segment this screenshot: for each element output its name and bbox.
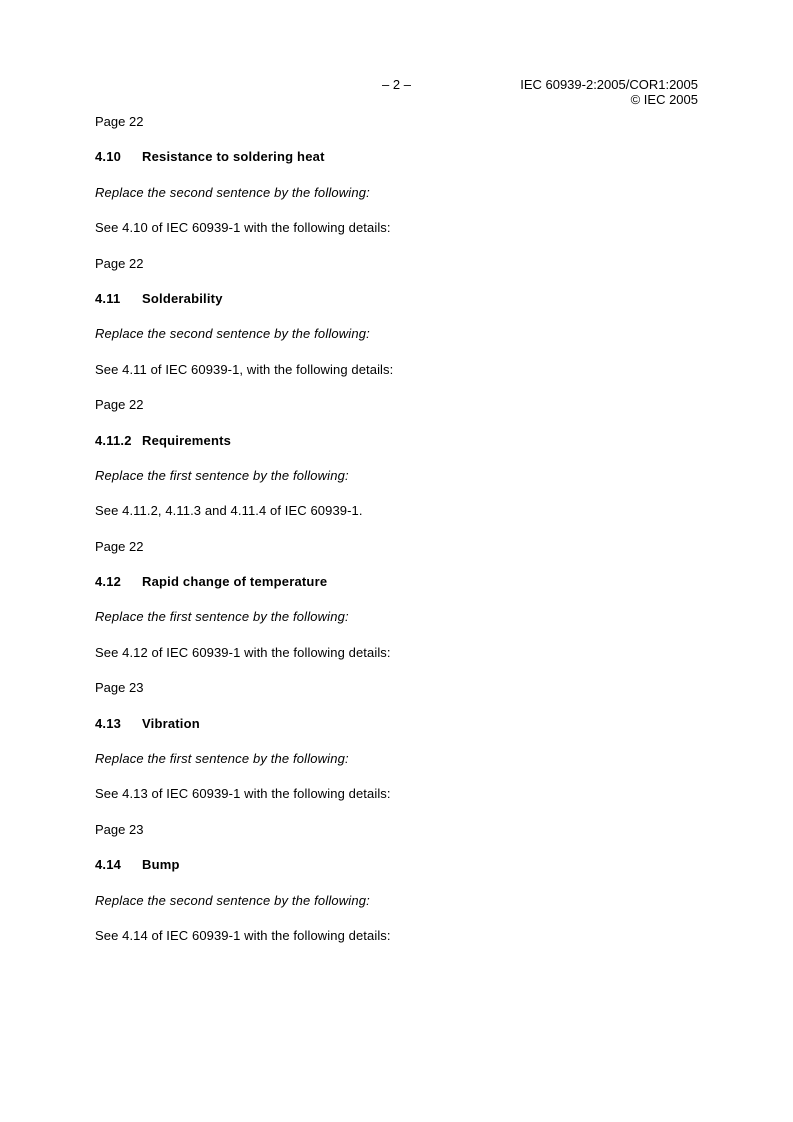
- clause-number: 4.12: [95, 574, 122, 590]
- corrigendum-section: [95, 539, 700, 660]
- page-reference: Page 22: [95, 255, 144, 271]
- replacement-text: See 4.11.2, 4.11.3 and 4.11.4 of IEC 60939-1.: [95, 503, 363, 519]
- clause-heading: [95, 291, 700, 306]
- clause-title: Solderability: [142, 290, 223, 306]
- replacement-text: See 4.11 of IEC 60939-1, with the following details:: [95, 361, 394, 377]
- replacement-text: See 4.12 of IEC 60939-1 with the following details:: [95, 644, 391, 660]
- replacement-text: See 4.13 of IEC 60939-1 with the following details:: [95, 786, 391, 802]
- page-reference: Page 22: [95, 538, 144, 554]
- clause-title: Bump: [142, 857, 180, 873]
- clause-title: Requirements: [142, 432, 232, 448]
- corrigendum-section: [95, 822, 700, 943]
- clause-heading: [95, 857, 700, 872]
- clause-number: 4.14: [95, 857, 122, 873]
- corrigendum-section: [95, 680, 700, 801]
- page-reference: Page 23: [95, 680, 144, 696]
- corrigendum-section: [95, 397, 700, 518]
- replacement-text: See 4.14 of IEC 60939-1 with the following details:: [95, 927, 391, 943]
- clause-number: 4.13: [95, 715, 122, 731]
- document-header: [520, 77, 698, 107]
- clause-number: 4.11.2: [95, 432, 132, 448]
- amendment-instruction: Replace the first sentence by the following:: [95, 467, 349, 483]
- clause-title: Resistance to soldering heat: [142, 149, 325, 165]
- clause-title: Vibration: [142, 715, 200, 731]
- copyright-notice: © IEC 2005: [630, 92, 698, 107]
- document-id: IEC 60939-2:2005/COR1:2005: [520, 77, 698, 92]
- amendment-instruction: Replace the second sentence by the following:: [95, 892, 370, 908]
- page-reference: Page 23: [95, 821, 144, 837]
- amendment-instruction: Replace the second sentence by the following:: [95, 326, 370, 342]
- document-body: [95, 114, 700, 963]
- clause-heading: [95, 433, 700, 448]
- amendment-instruction: Replace the second sentence by the following:: [95, 184, 370, 200]
- page-number: – 2 –: [382, 77, 411, 92]
- replacement-text: See 4.10 of IEC 60939-1 with the following details:: [95, 220, 391, 236]
- clause-number: 4.10: [95, 149, 122, 165]
- page-reference: Page 22: [95, 114, 144, 129]
- clause-number: 4.11: [95, 290, 121, 306]
- clause-heading: [95, 716, 700, 731]
- amendment-instruction: Replace the first sentence by the following:: [95, 751, 349, 767]
- corrigendum-section: [95, 114, 700, 235]
- clause-heading: [95, 149, 700, 164]
- clause-heading: [95, 574, 700, 589]
- clause-title: Rapid change of temperature: [142, 574, 328, 590]
- corrigendum-section: [95, 256, 700, 377]
- page-reference: Page 22: [95, 397, 144, 413]
- amendment-instruction: Replace the first sentence by the following:: [95, 609, 349, 625]
